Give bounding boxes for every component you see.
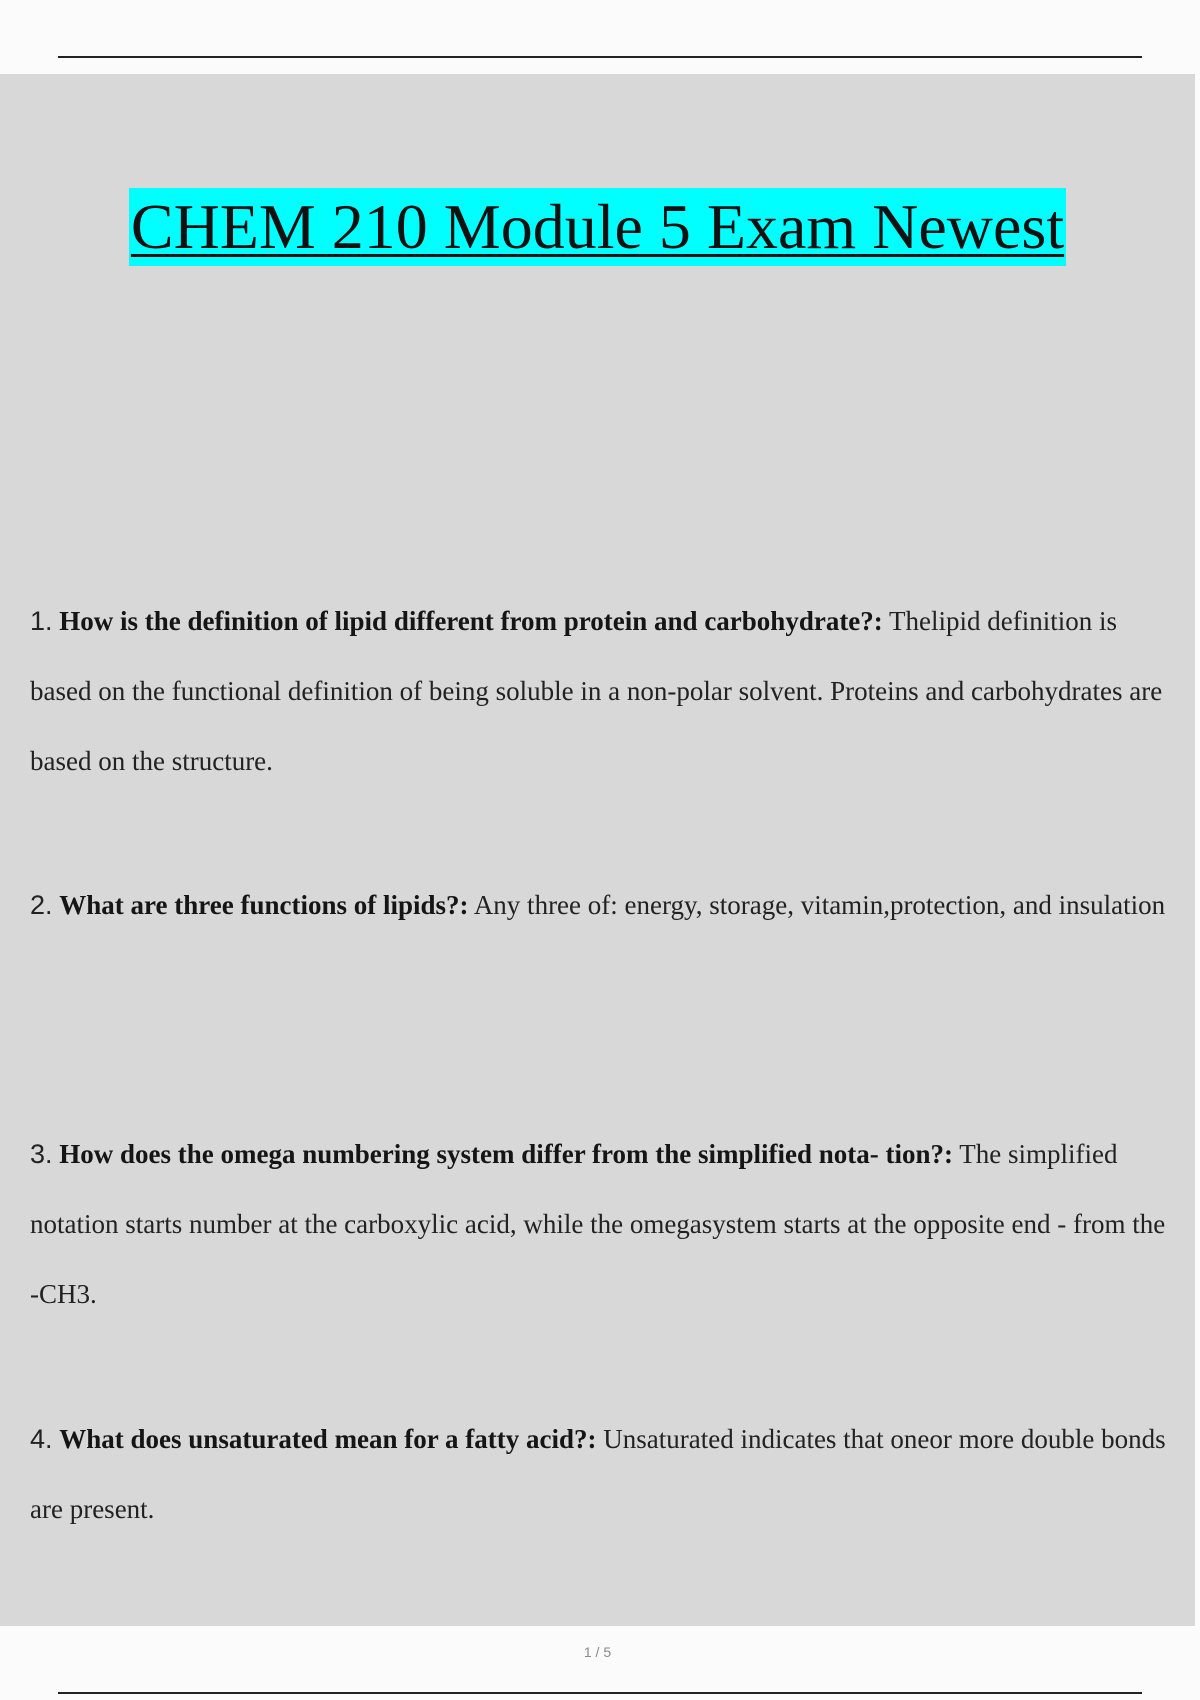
question-number: 2. bbox=[30, 890, 53, 920]
answer-text: The simplified notation starts number at the carboxylic acid, while the omegasystem starts at the opposite end - from the -CH3. bbox=[30, 1139, 1166, 1309]
document-page bbox=[0, 74, 1195, 1660]
qa-item bbox=[30, 870, 1170, 940]
question-text: What does unsaturated mean for a fatty acid?: bbox=[59, 1424, 597, 1454]
question-text: How is the definition of lipid different from protein and carbohydrate?: bbox=[59, 606, 883, 636]
qa-item bbox=[30, 1404, 1170, 1544]
answer-text: Unsaturated indicates that oneor more double bonds are present. bbox=[30, 1424, 1166, 1524]
question-text: How does the omega numbering system differ from the simplified nota- tion?: bbox=[59, 1139, 953, 1169]
page-title: CHEM 210 Module 5 Exam Newest bbox=[129, 188, 1066, 266]
answer-text: Any three of: energy, storage, vitamin,protection, and insulation bbox=[473, 890, 1166, 920]
answer-text: Thelipid definition is based on the functional definition of being soluble in a non-polar solvent. Proteins and carbohydrates are based on the structure. bbox=[30, 606, 1163, 776]
qa-item bbox=[30, 1119, 1170, 1329]
top-rule bbox=[58, 56, 1142, 58]
question-number: 4. bbox=[30, 1424, 53, 1454]
page-indicator: 1 / 5 bbox=[583, 1644, 612, 1660]
question-number: 1. bbox=[30, 606, 53, 636]
title-container bbox=[0, 188, 1195, 266]
qa-item bbox=[30, 586, 1170, 796]
question-number: 3. bbox=[30, 1139, 53, 1169]
question-text: What are three functions of lipids?: bbox=[59, 890, 469, 920]
bottom-rule bbox=[58, 1692, 1142, 1694]
